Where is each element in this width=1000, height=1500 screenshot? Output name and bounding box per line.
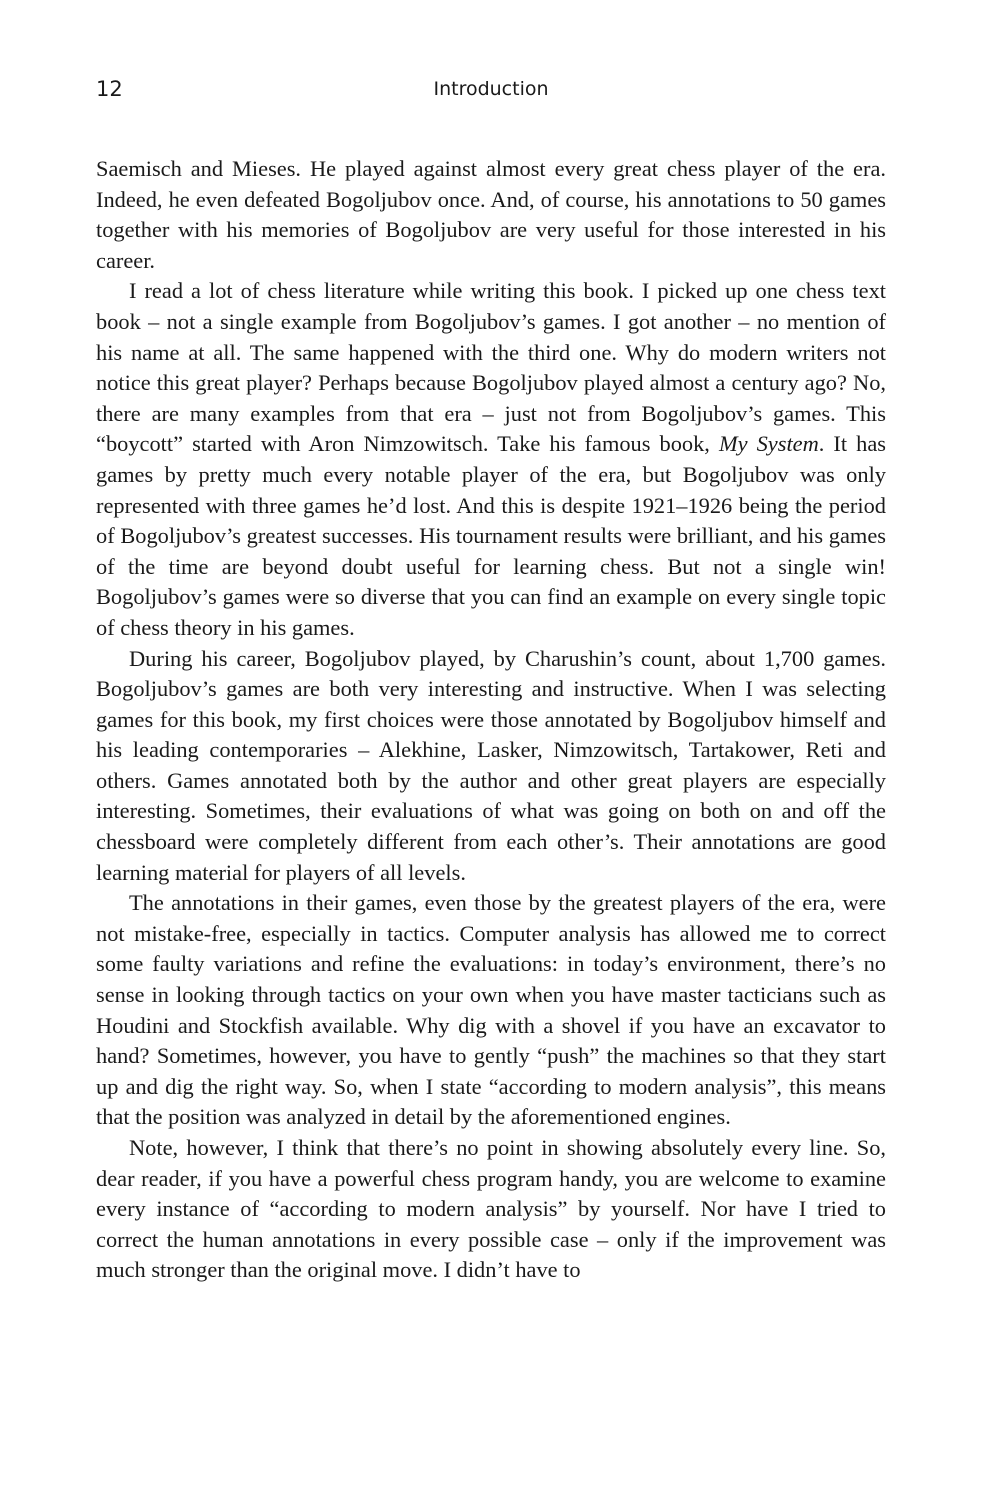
paragraph-5: Note, however, I think that there’s no point in showing absolutely every line. So, dear reader, if you have a powerful chess program handy, you are welcome to examine every instance of “according to modern analysis” by yourself. Nor have I tried to correct the human annotations in every possible case – only if the improvement was much stronger than the original move. I didn’t have to [96, 1135, 886, 1283]
paragraph-1: Saemisch and Mieses. He played against almost every great chess player of the era. Indeed, he even defeated Bogoljubov once. And, of course, his annotations to 50 games together with his memories of Bogoljubov are very useful for those interested in his career. [96, 156, 886, 273]
running-head [96, 74, 886, 104]
paragraph-3: During his career, Bogoljubov played, by Charushin’s count, about 1,700 games. Bogoljubov’s games are both very interesting and instructive. When I was selecting games for this book, my first choices were those annotated by Bogoljubov himself and his leading contemporaries – Alekhine, Lasker, Nimzowitsch, Tartakower, Reti and others. Games annotated both by the author and other great players are especially interesting. Sometimes, their evaluations of what was going on both on and off the chessboard were completely different from each other’s. Their annotations are good learning material for players of all levels. [96, 645, 886, 885]
body-text [96, 154, 886, 1286]
paragraph-2-text-after-title: . It has games by pretty much every notable player of the era, but Bogoljubov was only represented with three games he’d lost. And this is despite 1921–1926 being the period of Bogoljubov’s greatest successes. His tournament results were brilliant, and his games of the time are beyond doubt useful for learning chess. But not a single win! Bogoljubov’s games were so diverse that you can find an example on every single topic of chess theory in his games. [96, 431, 886, 640]
paragraph-2-text-before-title: I read a lot of chess literature while writing this book. I picked up one chess text book – not a single example from Bogoljubov’s games. I got another – no mention of his name at all. The same happened with the third one. Why do modern writers not notice this great player? Perhaps because Bogoljubov played almost a century ago? No, there are many examples from that era – just not from Bogoljubov’s games. This “boycott” started with Aron Nimzowitsch. Take his famous book, [96, 278, 886, 457]
paragraph-2 [96, 276, 886, 643]
running-title: Introduction [433, 78, 549, 100]
book-title-my-system: My System [718, 431, 819, 457]
paragraph-4: The annotations in their games, even those by the greatest players of the era, were not mistake-free, especially in tactics. Computer analysis has allowed me to correct some faulty variations and refine the evaluations: in today’s environment, there’s no sense in looking through tactics on your own when you have master tacticians such as Houdini and Stockfish available. Why dig with a shovel if you have an excavator to hand? Sometimes, however, you have to gently “push” the machines so that they start up and dig the right way. So, when I state “according to modern analysis”, this means that the position was analyzed in detail by the aforementioned engines. [96, 890, 886, 1130]
page-number: 12 [96, 77, 123, 101]
